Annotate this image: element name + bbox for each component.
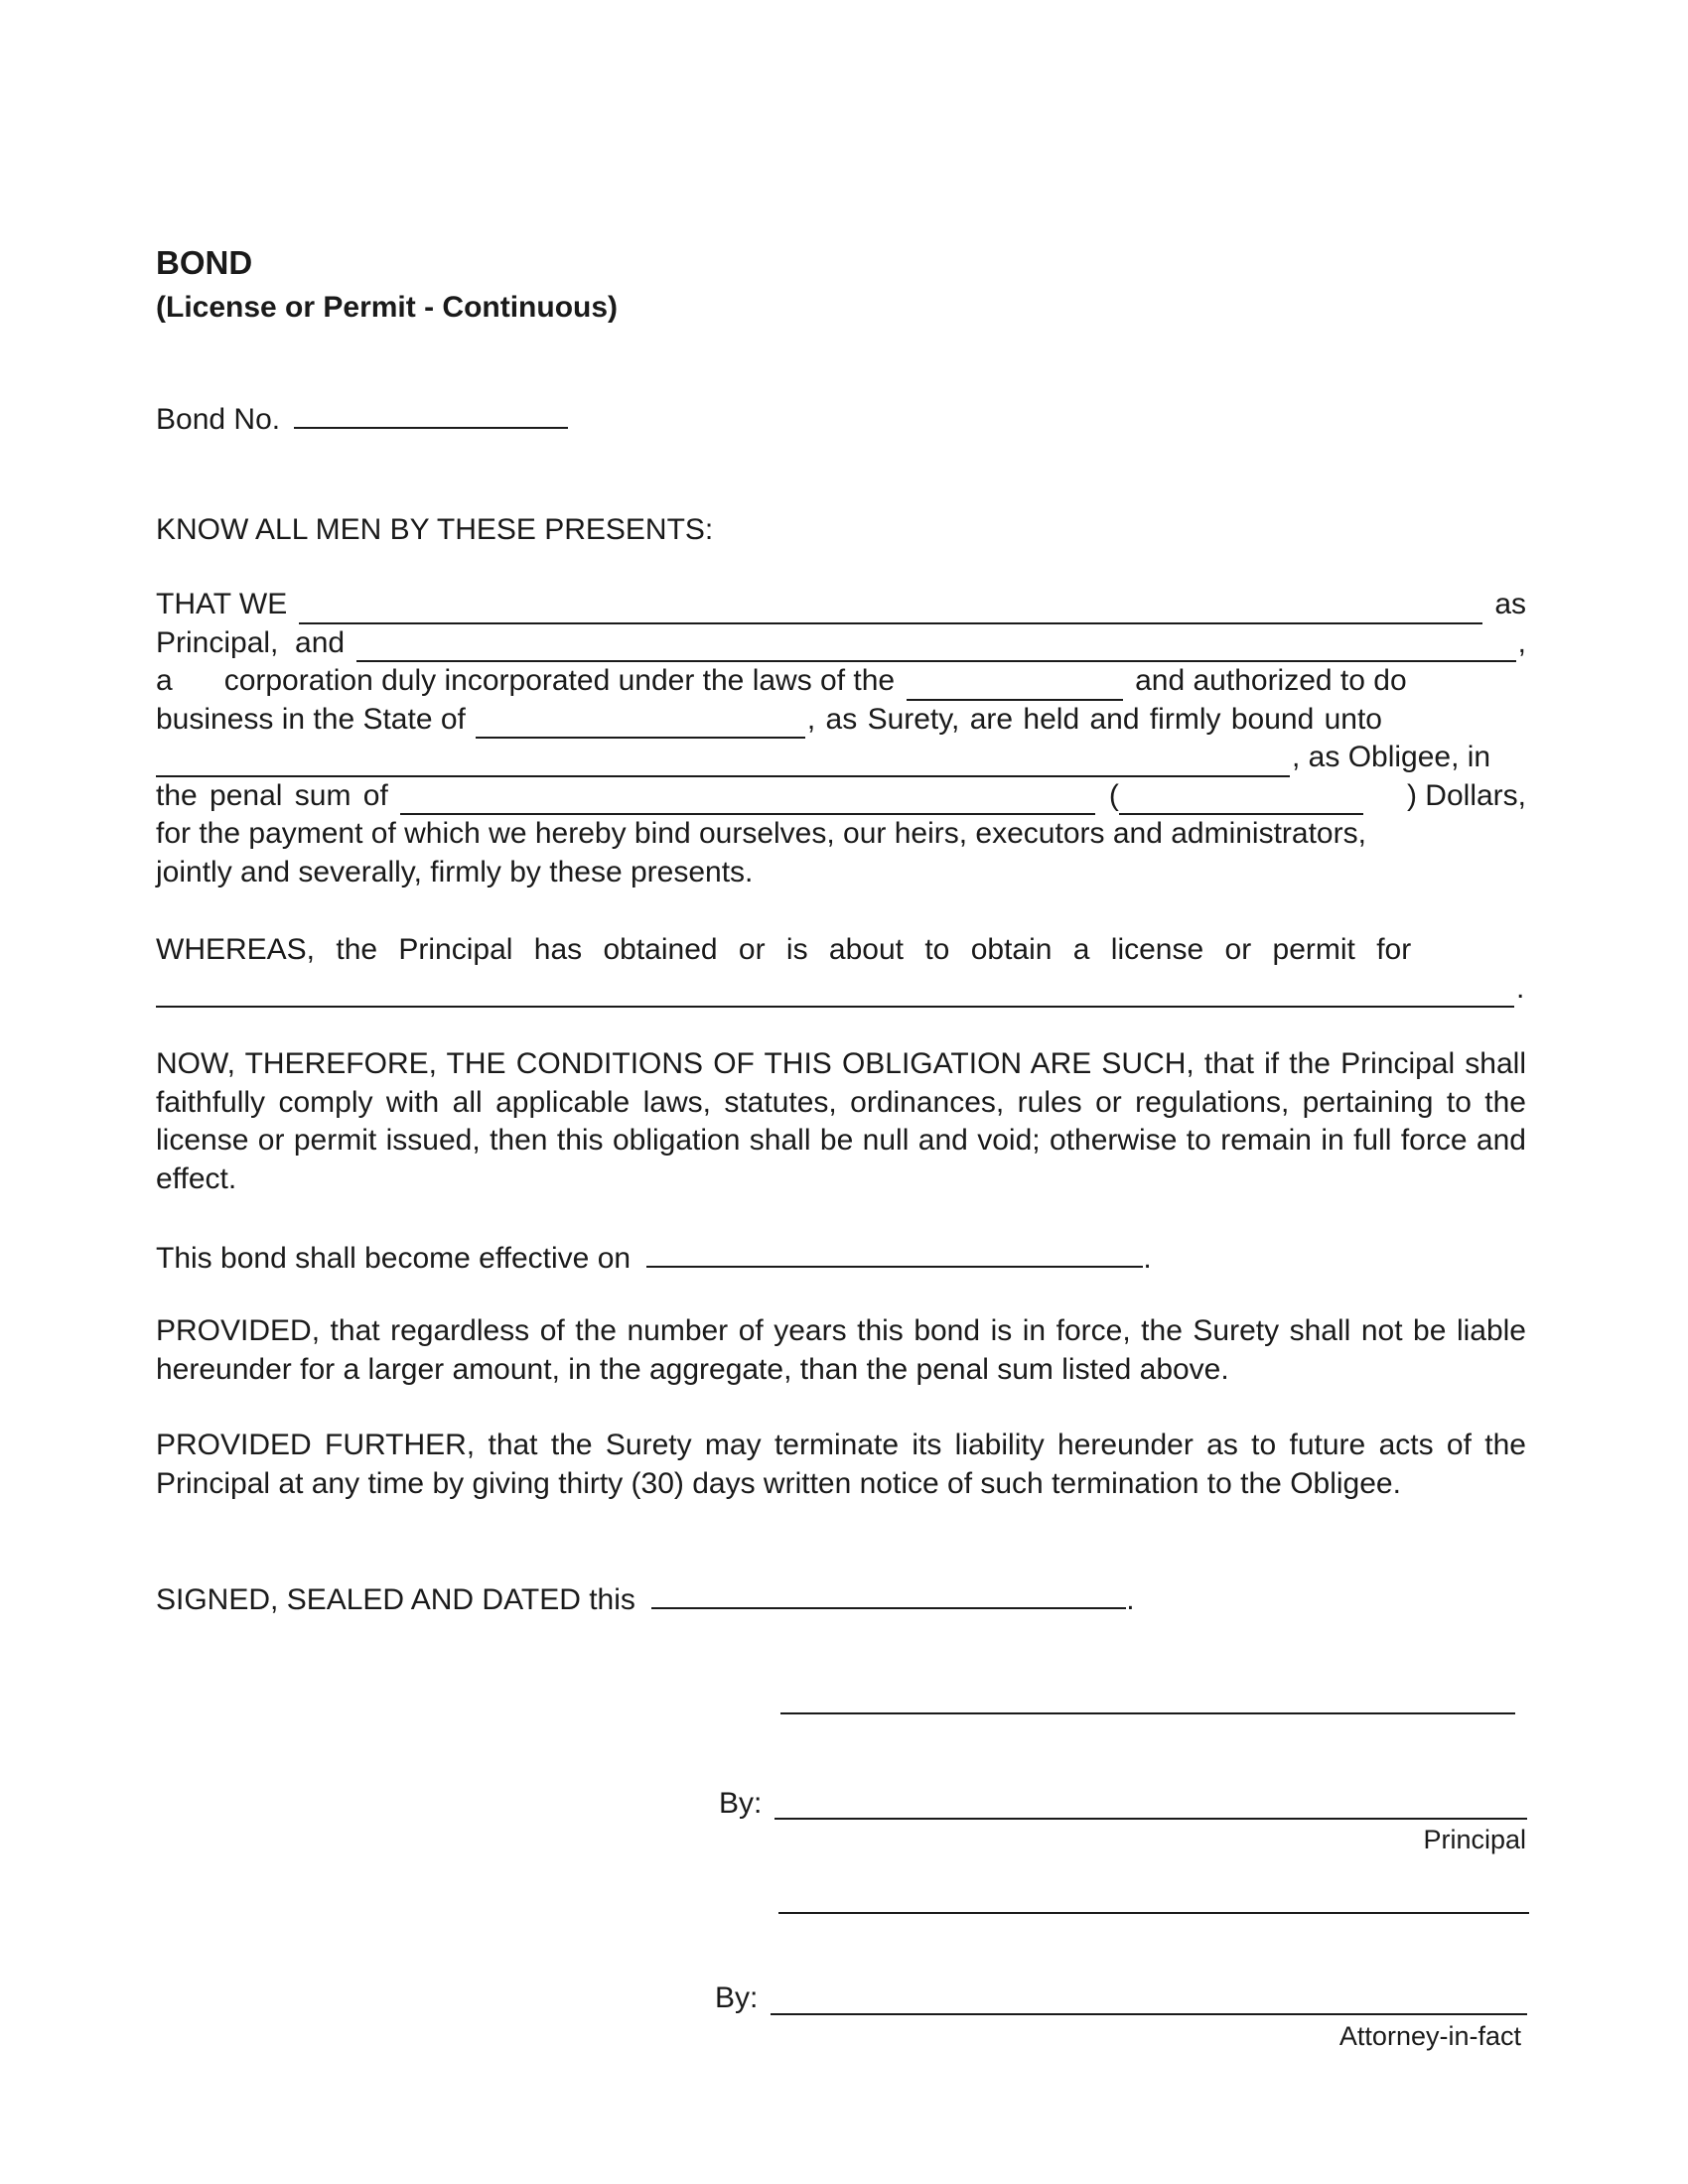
know-all-heading: KNOW ALL MEN BY THESE PRESENTS: [156,513,714,546]
comma-label: , [1517,625,1526,659]
effective-date-label: This bond shall become effective on [156,1242,632,1275]
surety-line [156,624,1526,663]
signed-date-line [156,1577,1135,1619]
period: . [1143,1242,1152,1275]
principal-name-field[interactable] [299,593,1482,624]
business-state-label: business in the State of [156,702,466,736]
principal-line [156,586,1526,624]
dollars-label: ) Dollars, [1406,778,1526,812]
conditions-paragraph: NOW, THEREFORE, THE CONDITIONS OF THIS OBLIGATION ARE SUCH, that if the Principal shall faithfully comply with all applicable laws, statutes, ordinances, rules or regulations, pertaining to the license or permit issued, then this obligation shall be null and void; otherwise to remain in full force and effect. [156,1047,1526,1195]
bond-number-line [156,397,568,439]
principal-caption: Principal [1423,1825,1526,1854]
whereas-line [156,931,1526,970]
whereas-paragraph [156,931,1526,1008]
as-label: as [1494,588,1526,620]
that-we-label: THAT WE [156,588,288,620]
penal-sum-words-field[interactable] [400,783,1095,815]
business-state-line [156,701,1526,740]
obligee-line [156,739,1526,777]
principal-by-signature-line[interactable] [774,1818,1527,1820]
attorney-caption: Attorney-in-fact [1338,2021,1521,2051]
whereas-text: WHEREAS, the Principal has obtained or is about to obtain a license or permit for [156,933,1412,966]
surety-name-field[interactable] [356,630,1516,662]
obligation-paragraph [156,586,1526,891]
provided-paragraph: PROVIDED, that regardless of the number of years this bond is in force, the Surety shall not be liable hereunder for a larger amount, in the aggregate, than the penal sum listed above. [156,1314,1526,1386]
effective-date-field[interactable] [646,1236,1143,1268]
principal-by-label: By: [719,1787,763,1820]
payment-line [156,815,1526,854]
attorney-by-signature-line[interactable] [771,2013,1527,2015]
a-label: a [156,664,173,697]
payment-text: for the payment of which we hereby bind ourselves, our heirs, executors and administrators, [156,817,1366,850]
paren-open: ( [1108,778,1119,812]
period: . [1516,971,1525,1005]
business-state-field[interactable] [476,707,805,739]
penal-sum-amount-field[interactable] [1119,783,1363,815]
obligee-name-field[interactable] [156,746,1290,777]
principal-name-signature-line[interactable] [780,1712,1515,1714]
incorporation-line [156,662,1526,701]
incorporated-label: corporation duly incorporated under the laws of the [223,664,896,697]
document-title: BOND [156,244,253,281]
effective-date-line [156,1236,1152,1278]
period: . [1126,1583,1135,1616]
license-purpose-field[interactable] [156,976,1514,1008]
jointly-line [156,854,1526,892]
signed-date-label: SIGNED, SEALED AND DATED this [156,1583,635,1616]
license-purpose-line [156,970,1526,1009]
provided-further-paragraph: PROVIDED FURTHER, that the Surety may terminate its liability hereunder as to future acts of the Principal at any time by giving thirty (30) days written notice of such termination to the Obligee. [156,1429,1526,1500]
attorney-by-label: By: [715,1981,759,2014]
obligee-label: , as Obligee, in [1292,741,1491,773]
penal-sum-line [156,777,1526,816]
bond-number-field[interactable] [294,397,568,429]
surety-name-signature-line[interactable] [778,1912,1529,1914]
penal-sum-label: the penal sum of [156,778,388,812]
incorporation-state-field[interactable] [907,669,1123,701]
authorized-label: and authorized to do [1135,664,1407,697]
document-subtitle: (License or Permit - Continuous) [156,291,619,324]
held-bound-label: , as Surety, are held and firmly bound unto [806,702,1382,736]
bond-number-label: Bond No. [156,403,281,436]
signed-date-field[interactable] [651,1577,1126,1609]
principal-and-label: Principal, and [156,625,346,659]
jointly-text: jointly and severally, firmly by these presents. [156,855,754,888]
